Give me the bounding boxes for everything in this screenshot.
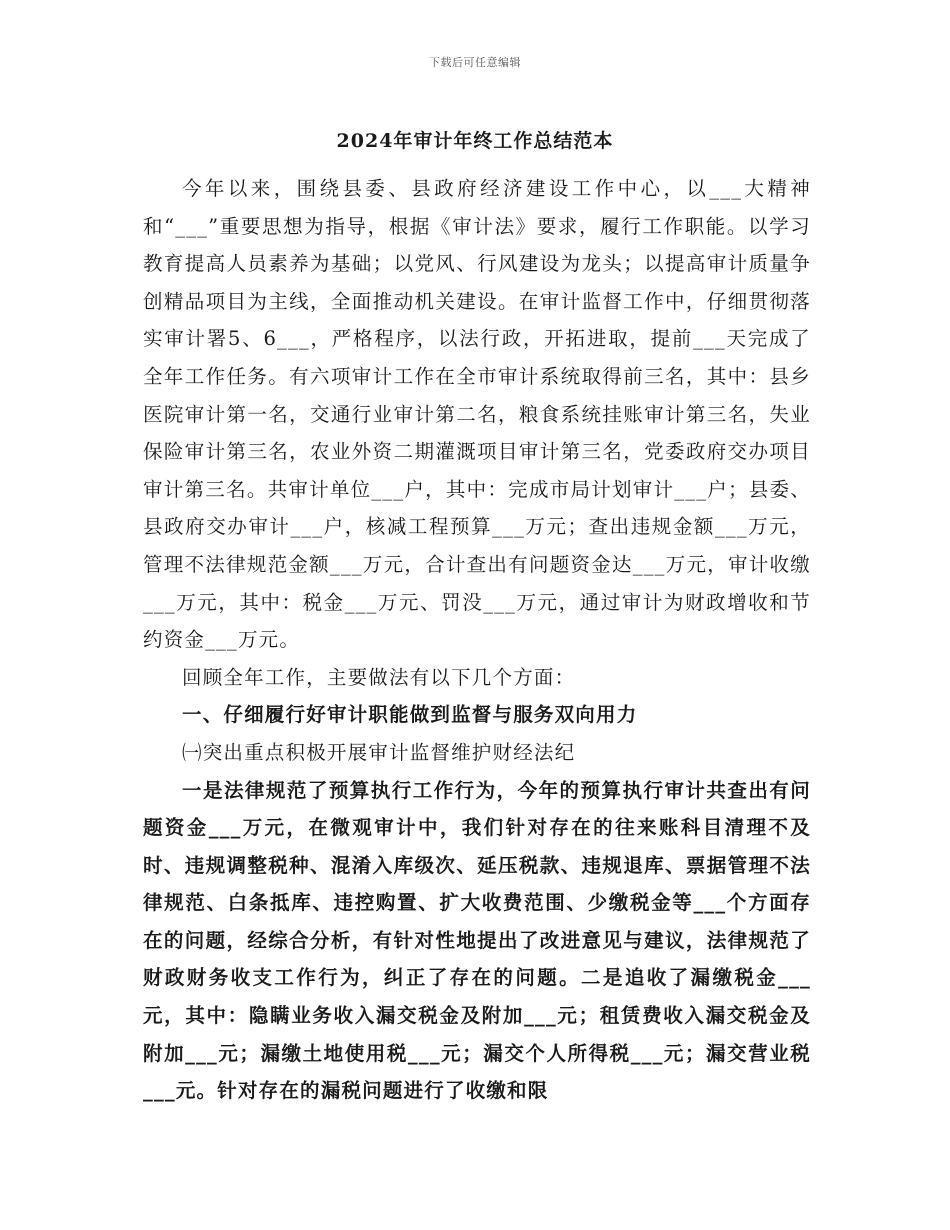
section-heading: 一、仔细履行好审计职能做到监督与服务双向用力 xyxy=(182,703,638,727)
subsection-heading: ㈠突出重点积极开展审计监督维护财经法纪 xyxy=(182,740,576,764)
review-paragraph: 回顾全年工作，主要做法有以下几个方面： xyxy=(182,665,576,689)
document-body xyxy=(143,170,811,1110)
document-title: 2024年审计年终工作总结范本 xyxy=(336,130,614,152)
header-note: 下载后可任意编辑 xyxy=(429,56,521,69)
intro-paragraph: 今年以来，围绕县委、县政府经济建设工作中心，以___大精神和“___”重要思想为指导，根据《审计法》要求，履行工作职能。以学习教育提高人员素养为基础；以党风、行风建设为龙头；以提高审计质量争创精品项目为主线，全面推动机关建设。在审计监督工作中，仔细贯彻落实审计署5、6___，严格程序，以法行政，开拓进取，提前___天完成了全年工作任务。有六项审计工作在全市审计系统取得前三名，其中：县乡医院审计第一名，交通行业审计第二名，粮食系统挂账审计第三名，失业保险审计第三名，农业外资二期灌溉项目审计第三名，党委政府交办项目审计第三名。共审计单位___户，其中：完成市局计划审计___户；县委、县政府交办审计___户，核减工程预算___万元；查出违规金额___万元，管理不法律规范金额___万元，合计查出有问题资金达___万元，审计收缴___万元，其中：税金___万元、罚没___万元，通过审计为财政增收和节约资金___万元。 xyxy=(143,177,811,652)
budget-audit-paragraph: 一是法律规范了预算执行工作行为，今年的预算执行审计共查出有问题资金___万元，在微观审计中，我们针对存在的往来账科目清理不及时、违规调整税种、混淆入库级次、延压税款、违规退库、票据管理不法律规范、白条抵库、违控购置、扩大收费范围、少缴税金等___个方面存在的问题，经综合分析，有针对性地提出了改进意见与建议，法律规范了财政财务收支工作行为，纠正了存在的问题。二是追收了漏缴税金___元，其中：隐瞒业务收入漏交税金及附加___元；租赁费收入漏交税金及附加___元；漏缴土地使用税___元；漏交个人所得税___元；漏交营业税___元。针对存在的漏税问题进行了收缴和限 xyxy=(143,778,811,1103)
